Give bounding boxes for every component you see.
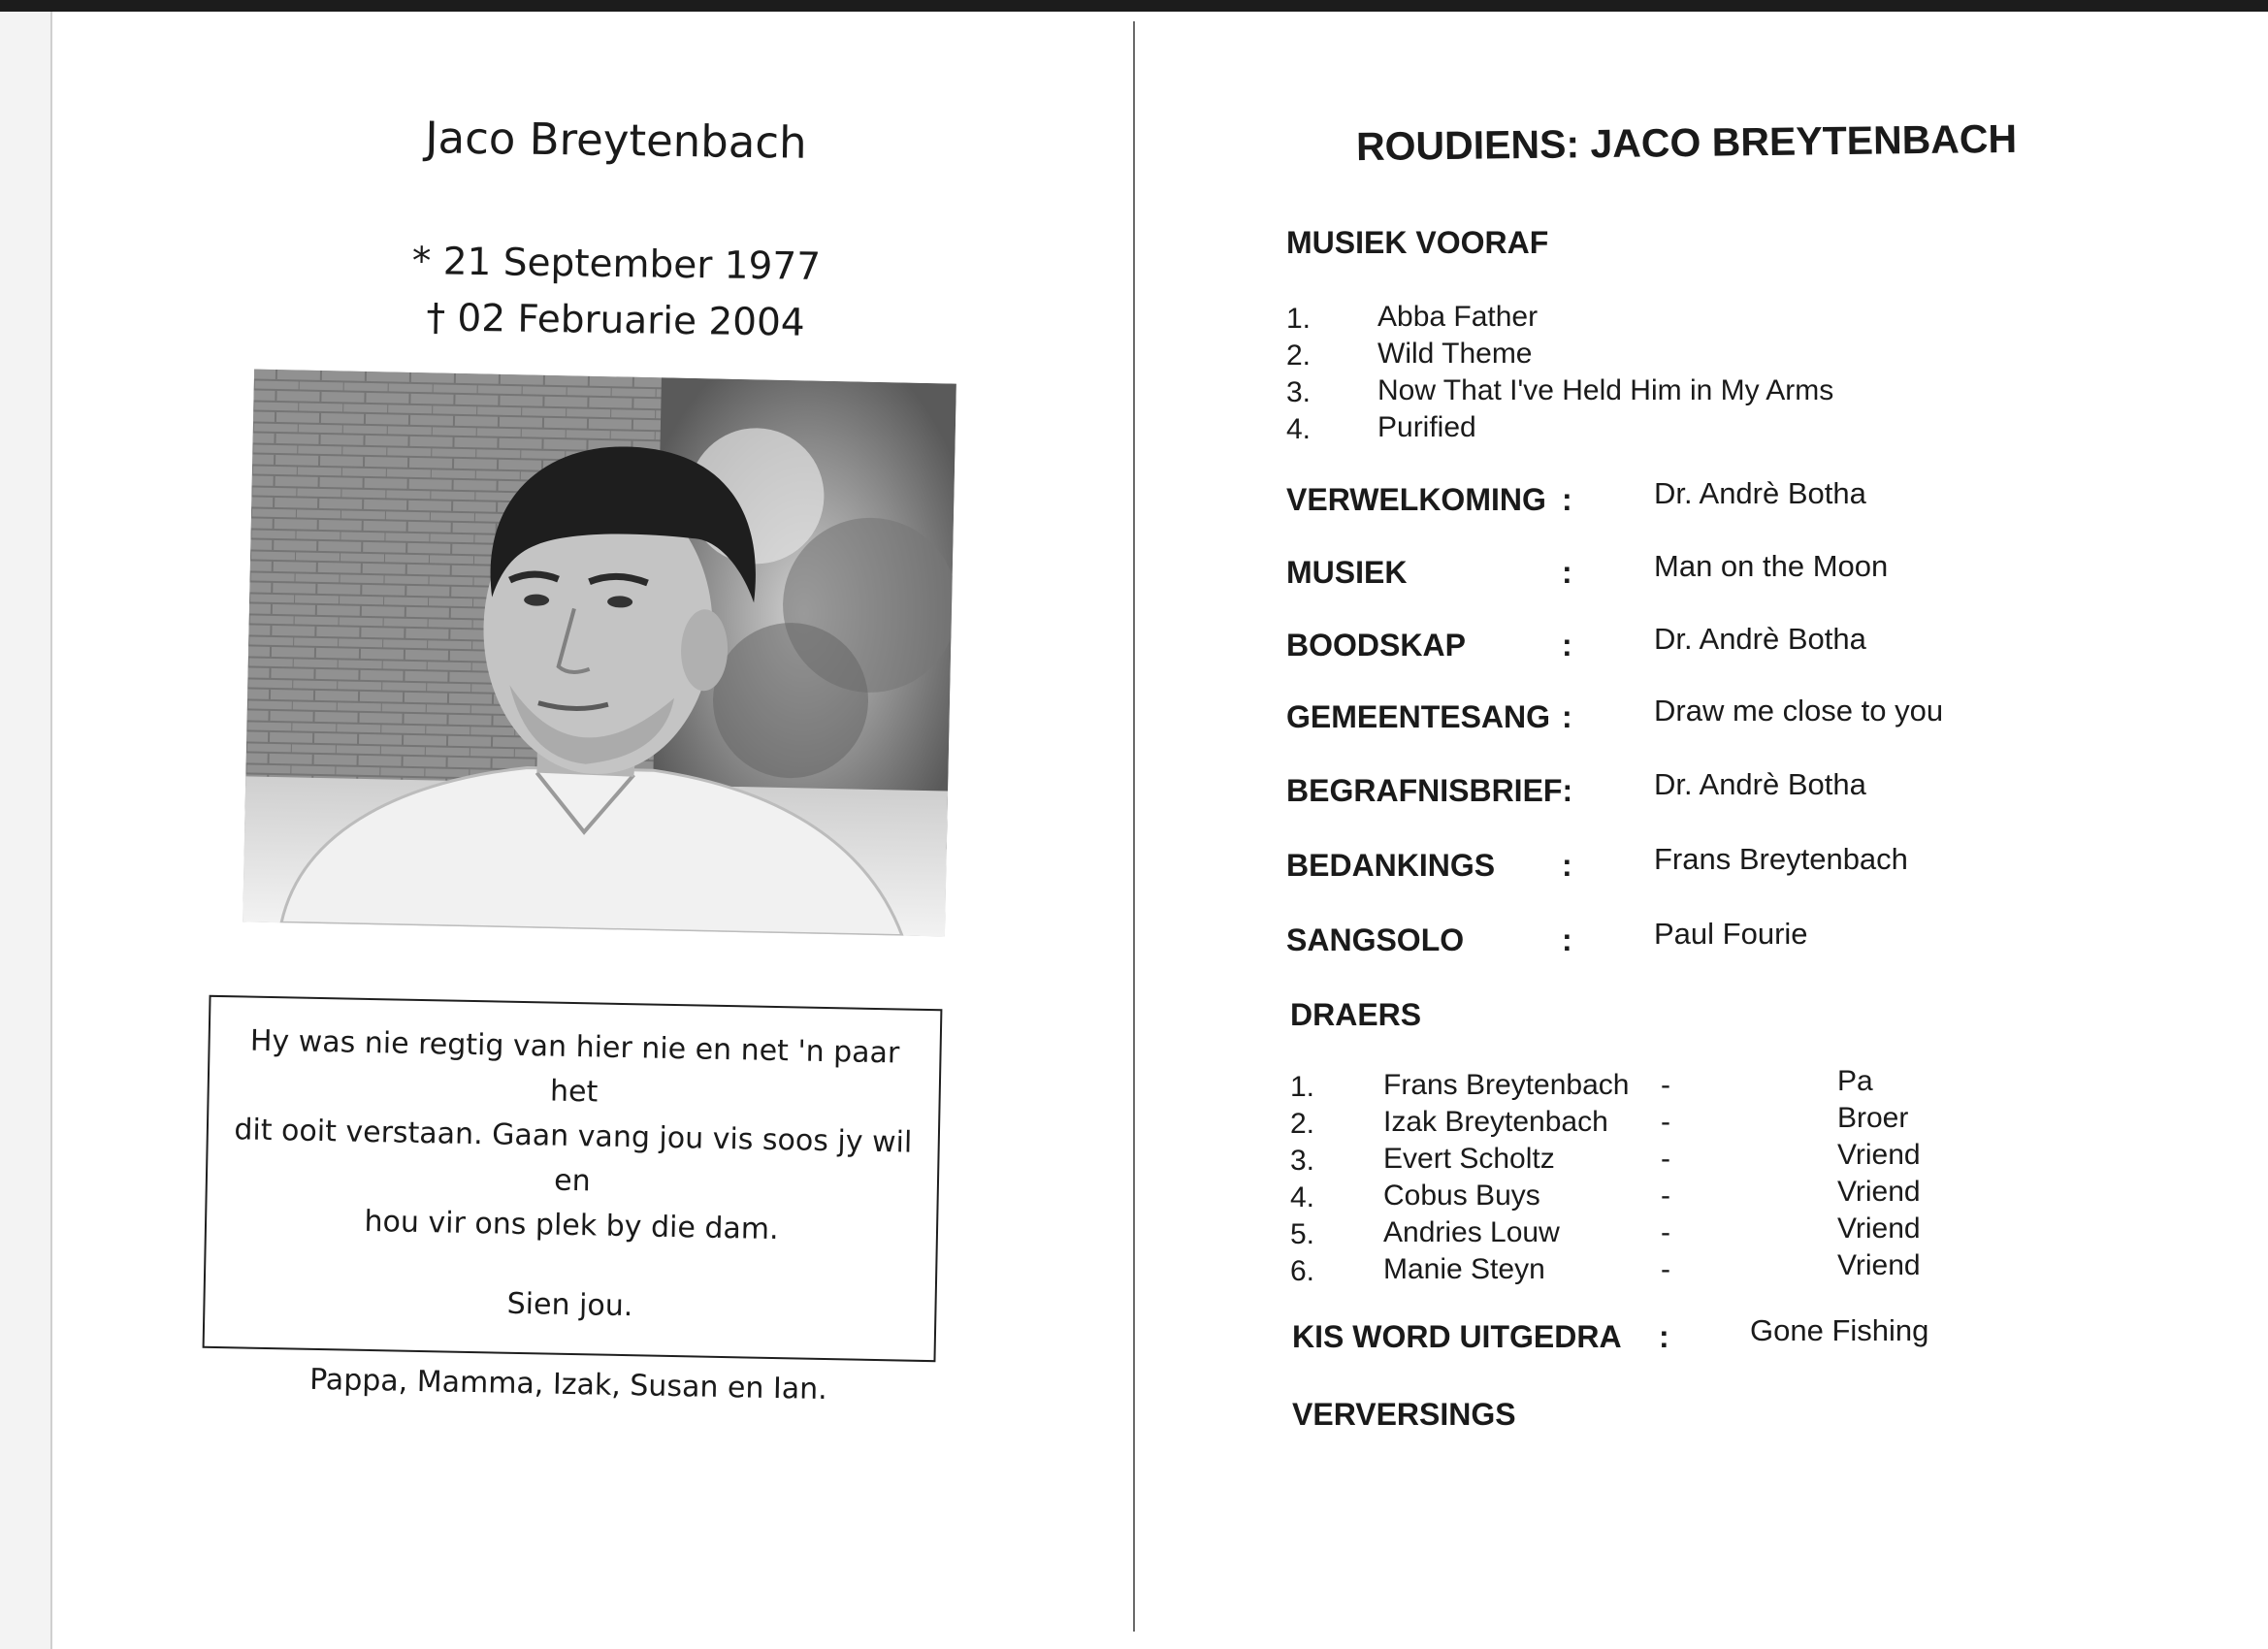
life-dates: [319, 233, 913, 354]
birth-date: * 21 September 1977: [411, 240, 822, 289]
pallbearer-relation: Pa: [1837, 1065, 1873, 1097]
pallbearer-name: Cobus Buys: [1383, 1180, 1540, 1212]
pallbearer-name: Andries Louw: [1383, 1216, 1560, 1248]
program-row: [1286, 767, 2024, 816]
scan-edge-left: [0, 12, 52, 1649]
program-colon: :: [1562, 922, 1572, 957]
item-number: 3.: [1286, 376, 1312, 408]
program-colon: :: [1562, 555, 1572, 590]
program-colon: :: [1562, 482, 1572, 517]
portrait-photo: [243, 369, 956, 936]
program-row-kis: [1292, 1313, 2029, 1362]
item-number: 1.: [1286, 303, 1312, 335]
program-value: Gone Fishing: [1750, 1313, 1929, 1347]
item-number: 4.: [1290, 1181, 1315, 1213]
program-colon: :: [1562, 848, 1572, 883]
song-title: Now That I've Held Him in My Arms: [1377, 374, 1834, 406]
song-title: Abba Father: [1377, 301, 1539, 333]
pallbearer-name: Frans Breytenbach: [1383, 1069, 1630, 1101]
service-title: ROUDIENS: JACO BREYTENBACH: [1355, 115, 2018, 170]
quote-line: hou vir ons plek by die dam.: [364, 1204, 779, 1247]
program-row: [1286, 917, 2024, 965]
separator-dash: -: [1661, 1253, 1670, 1285]
item-number: 1.: [1290, 1071, 1315, 1103]
family-signature: Pappa, Mamma, Izak, Susan en Ian.: [308, 1362, 828, 1407]
separator-dash: -: [1661, 1216, 1670, 1248]
program-label: VERWELKOMING: [1286, 482, 1546, 517]
musiek-vooraf-heading: MUSIEK VOORAF: [1286, 225, 1549, 260]
program-row: [1286, 842, 2024, 890]
program-label: SANGSOLO: [1286, 922, 1465, 957]
item-number: 4.: [1286, 413, 1312, 445]
program-row: [1286, 694, 2024, 742]
separator-dash: -: [1661, 1106, 1670, 1138]
list-item: [1290, 1065, 2027, 1108]
item-number: 3.: [1290, 1145, 1315, 1177]
program-row: [1286, 622, 2024, 670]
ververings-heading: VERVERSINGS: [1292, 1397, 1516, 1432]
pallbearer-relation: Vriend: [1837, 1249, 1921, 1281]
separator-dash: -: [1661, 1180, 1670, 1212]
program-label: BEGRAFNISBRIEF:: [1286, 773, 1573, 808]
program-value: Dr. Andrè Botha: [1654, 767, 1866, 801]
program-value: Paul Fourie: [1654, 917, 1808, 951]
program-row: [1286, 476, 2024, 525]
memorial-quote-box: [203, 995, 943, 1407]
program-label: MUSIEK: [1286, 555, 1408, 590]
song-title: Purified: [1377, 411, 1476, 443]
program-colon: :: [1659, 1319, 1669, 1354]
program-value: Dr. Andrè Botha: [1654, 622, 1866, 656]
program-value: Draw me close to you: [1654, 694, 1944, 728]
program-colon: :: [1562, 699, 1572, 734]
program-row: [1286, 549, 2024, 598]
item-number: 2.: [1290, 1108, 1315, 1140]
program-label: BOODSKAP: [1286, 628, 1466, 663]
item-number: 2.: [1286, 340, 1312, 372]
quote-line: dit ooit verstaan. Gaan vang jou vis soos jy wil en: [234, 1113, 913, 1199]
pallbearer-name: Izak Breytenbach: [1383, 1106, 1608, 1138]
pallbearer-relation: Vriend: [1837, 1139, 1921, 1171]
separator-dash: -: [1661, 1069, 1670, 1101]
separator-dash: -: [1661, 1143, 1670, 1175]
song-title: Wild Theme: [1377, 338, 1533, 370]
pallbearer-relation: Broer: [1837, 1102, 1909, 1134]
program-label: KIS WORD UITGEDRA: [1292, 1319, 1622, 1354]
item-number: 5.: [1290, 1218, 1315, 1250]
pallbearer-relation: Vriend: [1837, 1212, 1921, 1245]
death-date: † 02 Februarie 2004: [426, 296, 805, 345]
deceased-name: Jaco Breytenbach: [424, 112, 808, 169]
program-value: Dr. Andrè Botha: [1654, 476, 1866, 510]
list-item: [1290, 1249, 2027, 1292]
booklet-fold: [1133, 21, 1135, 1632]
pallbearer-name: Evert Scholtz: [1383, 1143, 1555, 1175]
pallbearer-name: Manie Steyn: [1383, 1253, 1545, 1285]
program-label: BEDANKINGS: [1286, 848, 1496, 883]
item-number: 6.: [1290, 1255, 1315, 1287]
pallbearer-relation: Vriend: [1837, 1176, 1921, 1208]
program-colon: :: [1562, 628, 1572, 663]
program-value: Man on the Moon: [1654, 549, 1889, 583]
quote-line: Hy was nie regtig van hier nie en net 'n paar het: [249, 1023, 900, 1110]
draers-heading: DRAERS: [1290, 997, 1422, 1032]
program-value: Frans Breytenbach: [1654, 842, 1908, 876]
program-label: GEMEENTESANG: [1286, 699, 1551, 734]
scan-edge-top: [0, 0, 2268, 12]
farewell-line: Sien jou.: [506, 1286, 633, 1324]
